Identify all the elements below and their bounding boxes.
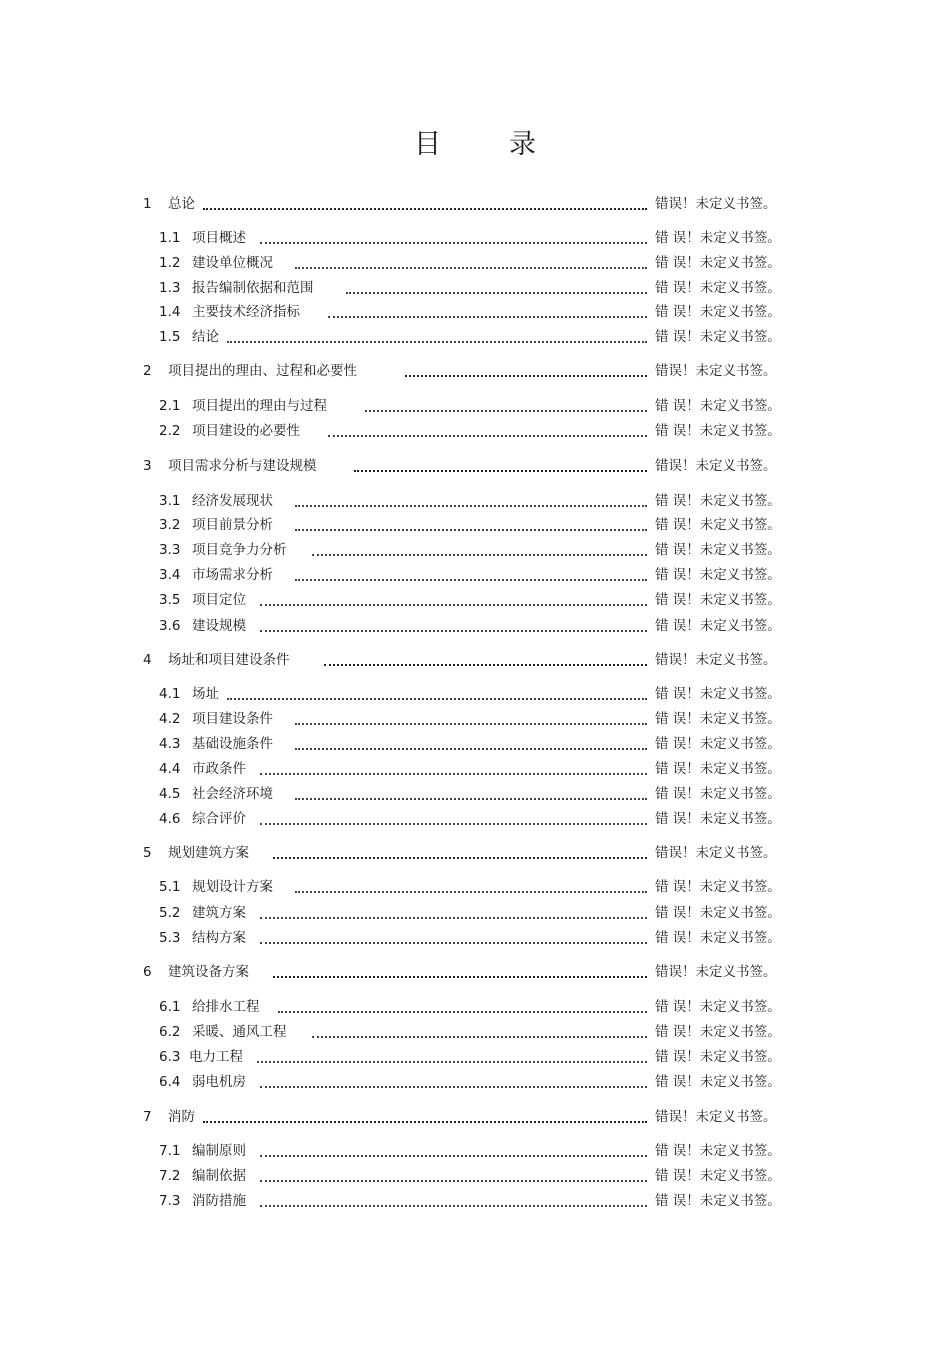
toc-entry-label: 采暖、通风工程 (192, 1024, 287, 1040)
toc-entry-label: 建设规模 (192, 618, 246, 634)
toc-entry-label: 基础设施条件 (192, 736, 273, 752)
toc-entry-page-ref: 错 误！未定义书签。 (655, 618, 781, 634)
toc-entry-label: 社会经济环境 (192, 786, 273, 802)
toc-entry[interactable] (0, 193, 950, 215)
toc-entry-label: 报告编制依据和范围 (192, 280, 314, 296)
toc-entry[interactable] (0, 733, 950, 755)
toc-entry-page-ref: 错 误！未定义书签。 (655, 329, 781, 345)
dot-leader (405, 360, 647, 382)
toc-entry-label: 结构方案 (192, 930, 246, 946)
toc-entry[interactable] (0, 961, 950, 983)
toc-entry-page-ref: 错 误！未定义书签。 (655, 786, 781, 802)
dot-leader (295, 490, 647, 512)
toc-entry[interactable] (0, 252, 950, 274)
toc-entry-number: 3.4 (159, 567, 181, 583)
toc-entry[interactable] (0, 395, 950, 417)
dot-leader (328, 420, 647, 442)
toc-entry-label: 规划建筑方案 (168, 845, 249, 861)
toc-entry[interactable] (0, 564, 950, 586)
toc-entry-page-ref: 错误！未定义书签。 (655, 964, 777, 980)
title-char-2: 录 (509, 129, 536, 160)
toc-entry-label: 消防措施 (192, 1193, 246, 1209)
dot-leader (260, 1165, 647, 1187)
toc-entry-page-ref: 错 误！未定义书签。 (655, 999, 781, 1015)
toc-entry-label: 项目前景分析 (192, 517, 273, 533)
toc-entry-number: 6.4 (159, 1074, 181, 1090)
toc-entry-page-ref: 错 误！未定义书签。 (655, 1193, 781, 1209)
dot-leader (260, 1190, 647, 1212)
toc-entry-number: 6 (143, 964, 152, 980)
toc-entry-page-ref: 错 误！未定义书签。 (655, 761, 781, 777)
toc-entry[interactable] (0, 683, 950, 705)
toc-entry[interactable] (0, 301, 950, 323)
toc-entry-number: 6.3 (159, 1049, 181, 1065)
toc-entry[interactable] (0, 842, 950, 864)
toc-entry[interactable] (0, 1140, 950, 1162)
toc-entry-page-ref: 错 误！未定义书签。 (655, 711, 781, 727)
toc-entry-page-ref: 错 误！未定义书签。 (655, 1074, 781, 1090)
toc-entry[interactable] (0, 360, 950, 382)
toc-entry[interactable] (0, 277, 950, 299)
toc-entry-page-ref: 错 误！未定义书签。 (655, 542, 781, 558)
toc-entry-number: 7.2 (159, 1168, 181, 1184)
toc-entry[interactable] (0, 514, 950, 536)
toc-entry-number: 5 (143, 845, 152, 861)
toc-entry[interactable] (0, 420, 950, 442)
toc-entry-label: 场址 (192, 686, 219, 702)
dot-leader (354, 455, 647, 477)
toc-entry-number: 6.2 (159, 1024, 181, 1040)
toc-entry-page-ref: 错 误！未定义书签。 (655, 1049, 781, 1065)
dot-leader (328, 301, 647, 323)
toc-entry-number: 7.3 (159, 1193, 181, 1209)
dot-leader (260, 1140, 647, 1162)
toc-entry-number: 4.4 (159, 761, 181, 777)
toc-entry[interactable] (0, 589, 950, 611)
toc-entry-label: 编制依据 (192, 1168, 246, 1184)
toc-entry[interactable] (0, 326, 950, 348)
dot-leader (260, 927, 647, 949)
toc-entry-label: 项目竞争力分析 (192, 542, 287, 558)
dot-leader (295, 733, 647, 755)
dot-leader (273, 961, 647, 983)
toc-entry[interactable] (0, 1190, 950, 1212)
toc-entry-page-ref: 错 误！未定义书签。 (655, 423, 781, 439)
toc-entry-page-ref: 错 误！未定义书签。 (655, 811, 781, 827)
toc-entry-page-ref: 错 误！未定义书签。 (655, 736, 781, 752)
toc-entry-number: 4.3 (159, 736, 181, 752)
toc-entry-label: 项目定位 (192, 592, 246, 608)
toc-entry-page-ref: 错 误！未定义书签。 (655, 930, 781, 946)
dot-leader (295, 708, 647, 730)
toc-entry-page-ref: 错误！未定义书签。 (655, 363, 777, 379)
toc-entry[interactable] (0, 902, 950, 924)
toc-entry-page-ref: 错误！未定义书签。 (655, 458, 777, 474)
toc-entry[interactable] (0, 539, 950, 561)
toc-entry[interactable] (0, 808, 950, 830)
toc-entry-page-ref: 错误！未定义书签。 (655, 196, 777, 212)
toc-entry[interactable] (0, 783, 950, 805)
toc-entry-label: 建设单位概况 (192, 255, 273, 271)
toc-entry-page-ref: 错 误！未定义书签。 (655, 879, 781, 895)
toc-entry-page-ref: 错 误！未定义书签。 (655, 493, 781, 509)
toc-entry-page-ref: 错 误！未定义书签。 (655, 255, 781, 271)
dot-leader (295, 252, 647, 274)
toc-entry[interactable] (0, 1165, 950, 1187)
title-char-1: 目 (414, 129, 441, 160)
dot-leader (295, 783, 647, 805)
toc-entry-label: 消防 (168, 1109, 195, 1125)
dot-leader (203, 1106, 647, 1128)
dot-leader (260, 615, 647, 637)
toc-entry-page-ref: 错 误！未定义书签。 (655, 1143, 781, 1159)
toc-entry-number: 2 (143, 363, 152, 379)
toc-entry-label: 建筑设备方案 (168, 964, 249, 980)
toc-entry-number: 3 (143, 458, 152, 474)
dot-leader (260, 589, 647, 611)
toc-entry[interactable] (0, 649, 950, 671)
toc-entry-label: 给排水工程 (192, 999, 260, 1015)
toc-entry-page-ref: 错 误！未定义书签。 (655, 1168, 781, 1184)
toc-entry-page-ref: 错 误！未定义书签。 (655, 230, 781, 246)
toc-entry-label: 经济发展现状 (192, 493, 273, 509)
toc-entry-number: 4.1 (159, 686, 181, 702)
toc-entry-number: 3.5 (159, 592, 181, 608)
toc-entry-number: 7 (143, 1109, 152, 1125)
dot-leader (295, 564, 647, 586)
toc-entry-label: 市政条件 (192, 761, 246, 777)
dot-leader (365, 395, 647, 417)
toc-entry-page-ref: 错 误！未定义书签。 (655, 280, 781, 296)
toc-entry-number: 1 (143, 196, 152, 212)
dot-leader (260, 902, 647, 924)
dot-leader (312, 1021, 647, 1043)
toc-entry-label: 主要技术经济指标 (192, 304, 300, 320)
toc-entry-page-ref: 错误！未定义书签。 (655, 1109, 777, 1125)
toc-entry-page-ref: 错 误！未定义书签。 (655, 567, 781, 583)
toc-entry-page-ref: 错 误！未定义书签。 (655, 398, 781, 414)
toc-entry-label: 场址和项目建设条件 (168, 652, 290, 668)
dot-leader (278, 996, 647, 1018)
toc-entry-label: 规划设计方案 (192, 879, 273, 895)
toc-entry-number: 1.3 (159, 280, 181, 296)
toc-entry[interactable] (0, 927, 950, 949)
toc-entry-label: 市场需求分析 (192, 567, 273, 583)
dot-leader (260, 227, 647, 249)
dot-leader (227, 683, 647, 705)
dot-leader (260, 808, 647, 830)
toc-entry-label: 结论 (192, 329, 219, 345)
toc-entry-number: 1.2 (159, 255, 181, 271)
toc-entry-label: 建筑方案 (192, 905, 246, 921)
toc-entry-number: 4.2 (159, 711, 181, 727)
toc-entry-page-ref: 错 误！未定义书签。 (655, 905, 781, 921)
dot-leader (260, 1071, 647, 1093)
toc-entry-number: 1.5 (159, 329, 181, 345)
toc-entry-number: 4 (143, 652, 152, 668)
toc-entry-number: 3.3 (159, 542, 181, 558)
toc-entry-label: 项目需求分析与建设规模 (168, 458, 317, 474)
dot-leader (312, 539, 647, 561)
toc-entry[interactable] (0, 490, 950, 512)
toc-entry-label: 项目提出的理由、过程和必要性 (168, 363, 357, 379)
toc-entry-number: 3.2 (159, 517, 181, 533)
dot-leader (295, 514, 647, 536)
dot-leader (257, 1046, 647, 1068)
toc-entry[interactable] (0, 876, 950, 898)
toc-entry[interactable] (0, 758, 950, 780)
toc-entry-number: 4.6 (159, 811, 181, 827)
toc-entry-label: 弱电机房 (192, 1074, 246, 1090)
toc-entry[interactable] (0, 455, 950, 477)
toc-entry-number: 4.5 (159, 786, 181, 802)
dot-leader (227, 326, 647, 348)
toc-entry-number: 3.6 (159, 618, 181, 634)
toc-entry-page-ref: 错 误！未定义书签。 (655, 686, 781, 702)
toc-entry-number: 6.1 (159, 999, 181, 1015)
toc-entry-page-ref: 错 误！未定义书签。 (655, 517, 781, 533)
toc-entry-number: 2.2 (159, 423, 181, 439)
toc-entry[interactable] (0, 1046, 950, 1068)
toc-entry-number: 2.1 (159, 398, 181, 414)
toc-entry-label: 总论 (168, 196, 195, 212)
dot-leader (260, 758, 647, 780)
toc-entry-number: 5.3 (159, 930, 181, 946)
toc-entry-number: 7.1 (159, 1143, 181, 1159)
toc-entry-label: 编制原则 (192, 1143, 246, 1159)
toc-entry-page-ref: 错误！未定义书签。 (655, 845, 777, 861)
toc-entry-number: 1.1 (159, 230, 181, 246)
toc-entry-label: 项目提出的理由与过程 (192, 398, 327, 414)
toc-entry-label: 电力工程 (189, 1049, 243, 1065)
toc-entry-page-ref: 错 误！未定义书签。 (655, 1024, 781, 1040)
toc-entry-number: 5.1 (159, 879, 181, 895)
toc-entry-page-ref: 错 误！未定义书签。 (655, 304, 781, 320)
toc-entry[interactable] (0, 996, 950, 1018)
toc-entry-label: 综合评价 (192, 811, 246, 827)
page-title (0, 122, 950, 161)
toc-entry-label: 项目建设条件 (192, 711, 273, 727)
toc-entry[interactable] (0, 615, 950, 637)
toc-entry-number: 5.2 (159, 905, 181, 921)
toc-entry[interactable] (0, 708, 950, 730)
toc-entry[interactable] (0, 227, 950, 249)
toc-entry-label: 项目建设的必要性 (192, 423, 300, 439)
dot-leader (295, 876, 647, 898)
toc-entry-page-ref: 错 误！未定义书签。 (655, 592, 781, 608)
toc-entry[interactable] (0, 1071, 950, 1093)
dot-leader (273, 842, 647, 864)
toc-entry[interactable] (0, 1021, 950, 1043)
dot-leader (324, 649, 647, 671)
toc-entry-number: 3.1 (159, 493, 181, 509)
toc-entry-label: 项目概述 (192, 230, 246, 246)
dot-leader (203, 193, 647, 215)
toc-entry-number: 1.4 (159, 304, 181, 320)
toc-entry-page-ref: 错误！未定义书签。 (655, 652, 777, 668)
dot-leader (346, 277, 647, 299)
toc-entry[interactable] (0, 1106, 950, 1128)
